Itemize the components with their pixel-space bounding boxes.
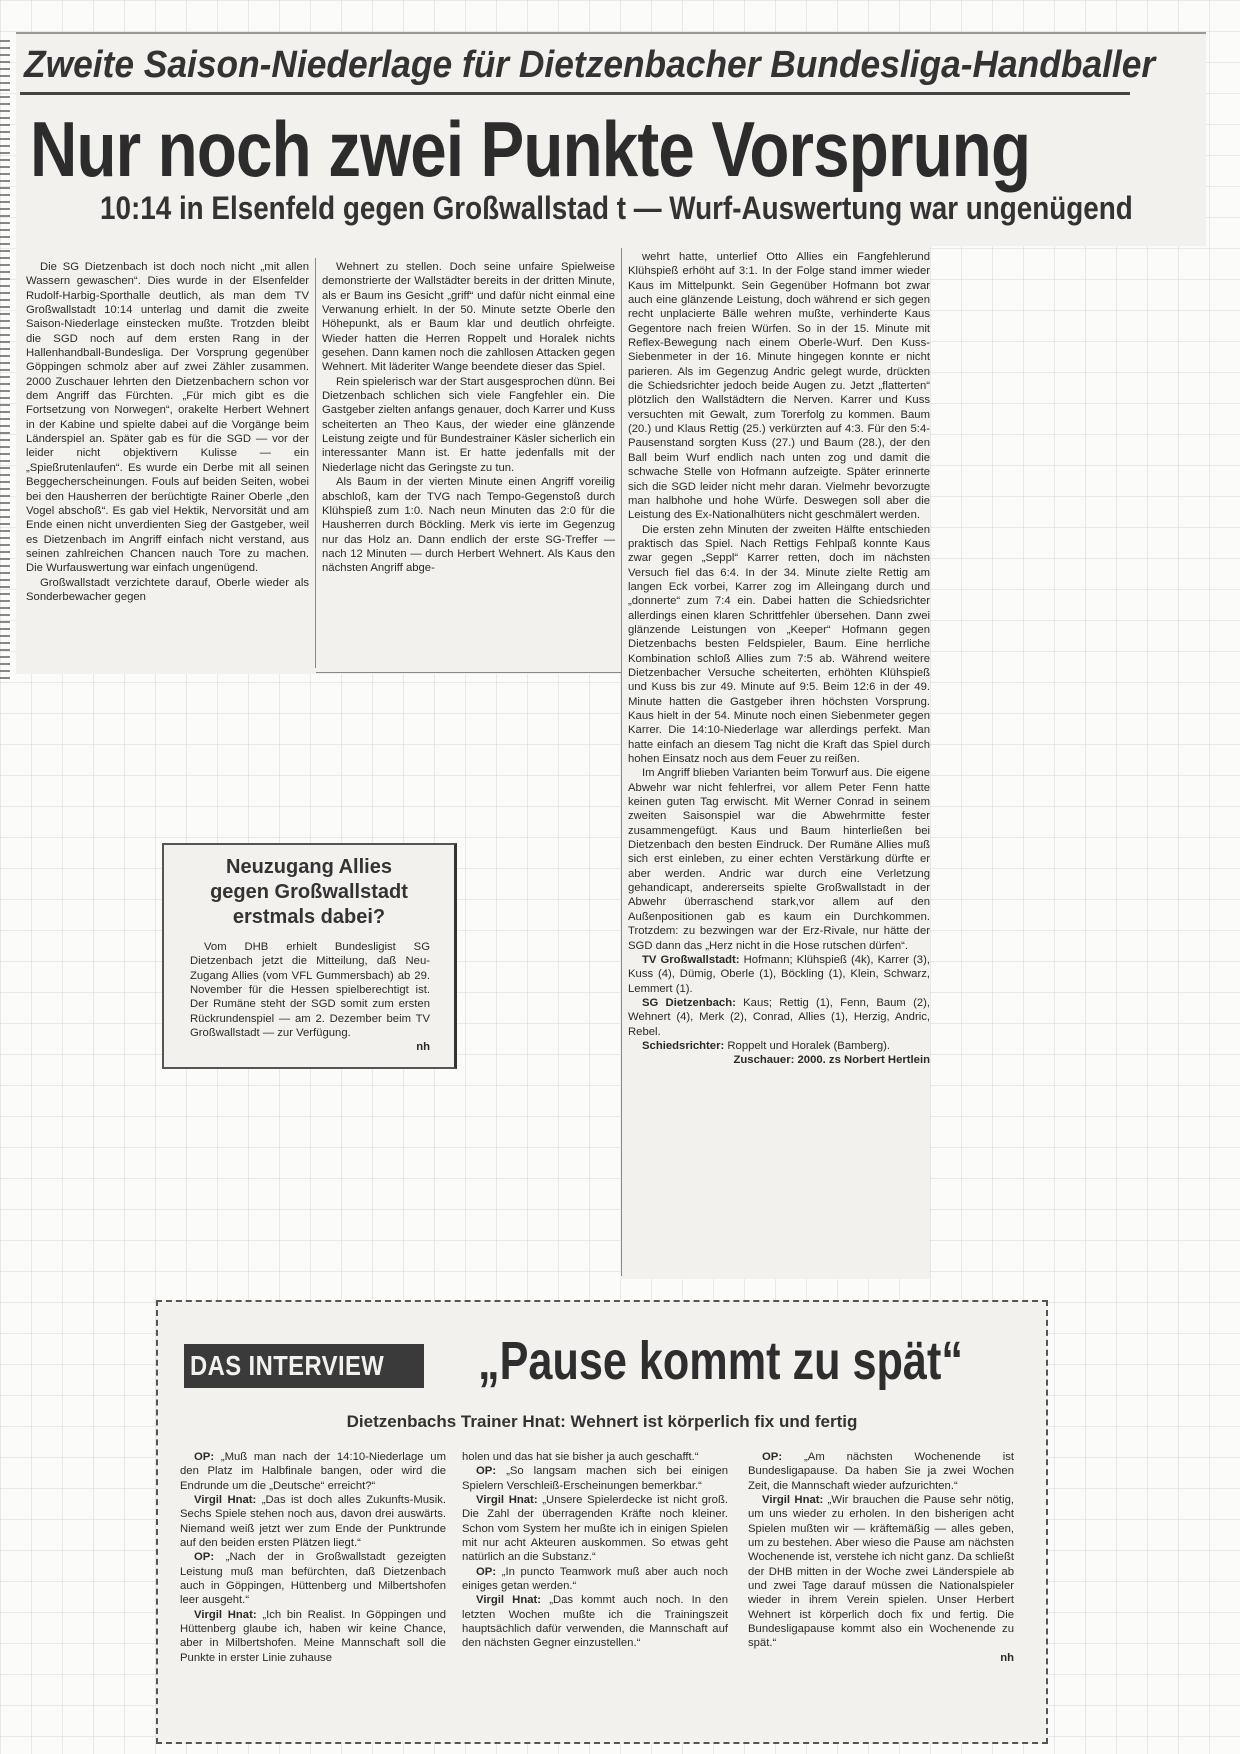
qa-paragraph xyxy=(462,1450,728,1464)
speaker: Virgil Hnat: xyxy=(194,1608,257,1621)
interview-clipping xyxy=(156,1300,1048,1744)
qa-text: „Das ist doch alles Zukunfts-Musik. Sechs Spiele stehen noch aus, davon drei auswärts. Niemand weiß jetzt wer zum Ende der Punktrunde auf den beiden ersten Plätzen liegt.“ xyxy=(180,1494,446,1550)
subheadline: 10:14 in Elsenfeld gegen Großwallstad t — Wurf-Auswertung war ungenügend xyxy=(100,190,1133,226)
qa-text: „Das kommt auch noch. In den letzten Wochen mußte ich die Trainingszeit hauptsächlich dafür verwenden, die Mannschaft auf den nächsten Gegner einzustellen.“ xyxy=(462,1594,728,1650)
paragraph: Wehnert zu stellen. Doch seine unfaire Spielweise demonstrierte der Wallstädter bereits in der dritten Minute, als er Baum ins Gesicht „griff“ und dafür nicht einmal eine Verwanung erhielt. In der 50. Minute setzte Oberle den Höhepunkt, als er Baum klar und deutlich ohrfeigte. Wieder hatten die Herren Roppelt und Horalek nichts gesehen. Dann kamen noch die zahllosen Attacken gegen Wehnert. Mit läderiter Wange beendete dieser das Spiel. xyxy=(322,261,615,374)
qa-text: holen und das hat sie bisher ja auch geschafft.“ xyxy=(462,1451,699,1463)
qa-text: „Ich bin Realist. In Göppingen und Hüttenberg glaube ich, haben wir keine Chance, aber in Milbertshofen. Meine Mannschaft soll die Punkte in erster Linie zuhause xyxy=(180,1608,446,1664)
qa-paragraph xyxy=(180,1608,446,1665)
kicker: Zweite Saison-Niederlage für Dietzenbacher Bundesliga-Handballer xyxy=(24,44,1156,86)
speaker: OP: xyxy=(194,1451,215,1463)
speaker: OP: xyxy=(476,1565,497,1578)
article-column-2 xyxy=(322,260,615,576)
qa-paragraph xyxy=(748,1493,1014,1651)
column-rule xyxy=(621,248,622,1276)
interview-column-2 xyxy=(462,1450,728,1651)
sidebox-paragraph: Vom DHB erhielt Bundesligist SG Dietzenbach jetzt die Mitteilung, daß Neu-Zugang Allies (vom VFL Gummersbach) ab 29. November für die Hessen spielberechtigt ist. Der Rumäne steht der SGD somit zum ersten Rückrundenspiel — am 2. Dezember beim TV Großwallstadt — zur Verfügung. xyxy=(190,941,430,1040)
interview-signature: nh xyxy=(1000,1651,1014,1664)
paragraph: Die SG Dietzenbach ist doch noch nicht „mit allen Wassern gewaschen“. Dies wurde in der Elsenfelder Rudolf-Harbig-Sporthalle deutlich, als man dem TV Großwallstadt 10:14 unterlag und damit die zweite Saison-Niederlage einstecken mußte. Trotzden bleibt die SGD noch auf dem ersten Rang in der Hallenhandball-Bundesliga. Der Vorsprung gegenüber Göppingen schmolz aber auf zwei Zähler zusammen. 2000 Zuschauer lehrten den Dietzenbachern schon vor dem Angriff das Fürchten. „Für mich gibt es die Fortsetzung von Norwegen“, orakelte Herbert Wehnert in der Kabine und spielte dabei auf die Vorgänge beim Länderspiel an. Später gab es für die SGD — vor der leider nicht objektivern Kulisse — ein „Spießrutenlaufen“. Es wurde ein Derbe mit all seinen Beggecherscheinungen. Fouls auf beiden Seiten, wobei bei den Hausherren der berüchtigte Rainer Oberle „den Vogel abschoß“. Es gab viel Hektik, Nervorsität und am Ende einen nicht unverdienten Sieg der Gastgeber, weil es Dietzenbach im Angriff einfach nicht verstand, aus seinen zahlreichen Chancen nauch Tore zu machen. Die Wurfauswertung war einfach ungenügend. xyxy=(26,261,309,575)
qa-paragraph xyxy=(180,1493,446,1550)
interview-column-3 xyxy=(748,1450,1014,1665)
sidebox-title: Neuzugang Allies gegen Großwallstadt erstmals dabei? xyxy=(210,856,408,928)
qa-text: „In puncto Teamwork muß aber auch noch einiges getan werden.“ xyxy=(462,1565,729,1593)
sidebox xyxy=(162,843,457,1069)
speaker: Virgil Hnat: xyxy=(476,1494,538,1507)
interview-column-1 xyxy=(180,1450,446,1665)
speaker: Virgil Hnat: xyxy=(476,1594,542,1607)
paragraph: Im Angriff blieben Varianten beim Torwurf aus. Die eigene Abwehr war nicht fehlerfrei, vor allem Peter Fenn hatte keinen guten Tag erwischt. Mit Werner Conrad in seinem zweiten Saisonspiel war die Abwehrmitte fester zusammengefügt. Kaus und Baum hinterließen bei Dietzenbach den besten Eindruck. Der Rumäne Allies muß sich erst einleben, zu einer echten Verstärkung dürfte er aber werden. Andric war durch eine Verletzung gehandicapt, andererseits spielte Großwallstadt in der Abwehr überraschend stark,vor allem auf den Außenpositionen gab es kaum ein Durchkommen. Trotzdem: zu bezwingen war der Erz-Rivale, nur hätte der SGD dann das „Herz nicht in die Hose rutschen dürfen“. xyxy=(628,767,930,952)
lineup-tvg xyxy=(628,953,930,996)
qa-text: „So langsam machen sich bei einigen Spielern Verschleiß-Erscheinungen bemerkbar.“ xyxy=(462,1465,729,1492)
qa-paragraph xyxy=(462,1493,728,1565)
speaker: OP: xyxy=(476,1465,497,1478)
referees-text: Roppelt und Horalek (Bamberg). xyxy=(727,1039,891,1052)
column-rule xyxy=(315,258,316,668)
paragraph: Großwallstadt verzichtete darauf, Oberle wieder als Sonderbewacher gegen xyxy=(26,576,309,603)
paragraph: wehrt hatte, unterlief Otto Allies ein Fangfehlerund Klühspieß erhöht auf 3:1. In der Folge stand immer wieder Kaus im Mittelpunkt. Sein Gegenüber Hofmann bot zwar auch eine glänzende Leistung, doch während er sich gegen recht unplacierte Bälle wehren mußte, verhinderte Kaus Gegentore nach freien Würfen. So in der 15. Minute mit Reflex-Bewegung nach einem Oberle-Wurf. Den Kuss-Siebenmeter in der 16. Minute hingegen konnte er nicht parieren. Als im Gegenzug Andric gelegt wurde, drückten die Schiedsrichter jedoch beide Augen zu. Jetzt „flatterten“ plötzlich den Wallstädtern die Nerven. Karrer und Kuss versuchten mit Gewalt, zum Torerfolg zu kommen. Baum (20.) und Klaus Rettig (25.) verkürzten auf 4:3. Für den 5:4-Pausenstand sorgten Kuss (27.) und Baum (28.), der den Ball beim Wurf endlich nach unten zog und damit die schwache Stelle von Hofmann aufzeigte. Später erinnerte sich die SGD leider nicht mehr daran. Vielmehr bevorzugte man halbhohe und hohe Würfe. Deswegen soll aber die Leistung des Ex-Nationalhüters nicht geschmälert werden. xyxy=(628,251,930,522)
paragraph: Die ersten zehn Minuten der zweiten Hälfte entschieden praktisch das Spiel. Nach Rettigs Fehlpaß konnte Kaus zwar gegen „Seppl“ Karrer retten, doch im nächsten Versuch fiel das 6:4. In der 34. Minute zielte Rettig am langen Eck vorbei, Karrer zog im Alleingang durch und „donnerte“ zum 7:4 ein. Dabei hatten die Schiedsrichter allerdings einen klaren Schrittfehler übersehen. Dann zwei glänzende Leistungen von „Keeper“ Hofmann gegen Dietzenbachs besten Feldspieler, Baum. Eine herrliche Kombination schloß Allies zum 7:5 ab. Während weitere Dietzenbacher Versuche scheiterten, erhöhten Klühspieß und Kuss bis zur 49. Minute auf 9:5. Beim 12:6 in der 49. Minute hatten die Gastgeber ihren höchsten Vorsprung. Kaus hielt in der 54. Minute noch einen Siebenmeter gegen Karrer. Die 14:10-Niederlage war allerdings perfekt. Man hatte einfach an diesem Tag nicht die Kraft das Spiel durch hohen Einsatz noch aus dem Feuer zu reißen. xyxy=(628,523,930,766)
qa-text: „Am nächsten Wochenende ist Bundesligapause. Da haben Sie ja zwei Wochen Zeit, die Mannschaft wieder aufzurichten.“ xyxy=(748,1451,1014,1492)
binder-holes xyxy=(0,40,10,680)
interview-label-text: DAS INTERVIEW xyxy=(190,1350,385,1381)
sidebox-signature: nh xyxy=(416,1041,430,1054)
lineup-sgd xyxy=(628,996,930,1039)
kicker-rule xyxy=(20,92,1130,95)
qa-paragraph xyxy=(462,1593,728,1650)
interview-subtitle: Dietzenbachs Trainer Hnat: Wehnert ist körperlich fix und fertig xyxy=(346,1412,858,1431)
interview-title: „Pause kommt zu spät“ xyxy=(478,1331,963,1391)
lineup-sgd-text: Kaus; Rettig (1), Fenn, Baum (2), Wehnert (4), Merk (2), Conrad, Allies (1), Herzig, Andric, Rebel. xyxy=(628,996,931,1038)
headline: Nur noch zwei Punkte Vorsprung xyxy=(30,105,1031,193)
speaker: OP: xyxy=(194,1551,215,1564)
referees-label: Schiedsrichter: xyxy=(642,1039,725,1052)
speaker: OP: xyxy=(762,1451,783,1463)
sidebox-body xyxy=(190,940,430,1055)
speaker: Virgil Hnat: xyxy=(762,1494,824,1507)
referees xyxy=(628,1039,930,1053)
qa-text: „Unsere Spielerdecke ist nicht groß. Die Zahl der überragenden Kräfte noch kleiner. Schon vom System her mußte ich in einigen Spielen mit nur acht Akteuren auskommen. So etwas geht natürlich an die Substanz.“ xyxy=(462,1494,728,1564)
spectators-byline: Zuschauer: 2000. zs Norbert Hertlein xyxy=(733,1054,930,1067)
lineup-tvg-text: Hofmann; Klühspieß (4k), Karrer (3), Kuss (4), Dümig, Oberle (1), Böckling (1), Klein, Schwarz, Lemmert (1). xyxy=(628,953,930,995)
qa-paragraph xyxy=(180,1450,446,1493)
qa-text: „Wir brauchen die Pause sehr nötig, um uns wieder zu erholen. In den bisherigen acht Spielen mußten wir — kräftemäßig — alles geben, um zu bestehen. Aber wieso die Pause am nächsten Wochenende ist, verstehe ich nicht ganz. Da schließt der DHB mitten in der Woche zwei Länderspiele ab und zwei Tage darauf müssen die Nationalspieler wieder in ihrem Verein spielen. Unser Herbert Wehnert ist körperlich doch fix und fertig. Die Bundesligapause kommt also ein Wochenende zu spät.“ xyxy=(748,1494,1014,1650)
paragraph: Rein spielerisch war der Start ausgesprochen dünn. Bei Dietzenbach schlichen sich viele Fangfehler ein. Die Gastgeber zielten anfangs genauer, doch Karrer und Kuss scheiterten an Theo Kaus, der wieder eine glänzende Leistung zeigte und für Bundestrainer Käsler sicherlich ein interessanter Mann ist. Er hatte jedenfalls mit der Niederlage nicht das Geringste zu tun. xyxy=(322,375,615,474)
paragraph: Als Baum in der vierten Minute einen Angriff voreilig abschloß, kam der TVG nach Tempo-Gegenstoß durch Klühspieß zum 1:0. Nach neun Minuten das 2:0 für die Hausherren durch Böckling. Merk vis ierte im Gegenzug nur das Holz an. Dann endlich der erste SG-Treffer — nach 12 Minuten — durch Herbert Wehnert. Als Kaus den nächsten Angriff abge- xyxy=(322,476,615,575)
qa-text: „Muß man nach der 14:10-Niederlage um den Platz im Halbfinale bangen, oder wird die Endrunde um die „Deutsche“ erreicht?“ xyxy=(180,1451,446,1492)
lineup-sgd-label: SG Dietzenbach: xyxy=(642,996,736,1009)
qa-paragraph xyxy=(180,1550,446,1607)
column-rule-bottom xyxy=(316,672,622,673)
qa-paragraph xyxy=(462,1565,728,1594)
article-column-1 xyxy=(26,260,309,604)
qa-paragraph xyxy=(748,1450,1014,1493)
article-column-3 xyxy=(628,250,930,1068)
lineup-tvg-label: TV Großwallstadt: xyxy=(642,953,740,966)
interview-label xyxy=(184,1344,424,1388)
qa-paragraph xyxy=(462,1464,728,1493)
qa-text: „Nach der in Großwallstadt gezeigten Leistung muß man befürchten, daß Dietzenbach auch in Göppingen, Hüttenberg und Milbertshofen leer ausgeht.“ xyxy=(180,1551,446,1607)
speaker: Virgil Hnat: xyxy=(194,1494,257,1507)
